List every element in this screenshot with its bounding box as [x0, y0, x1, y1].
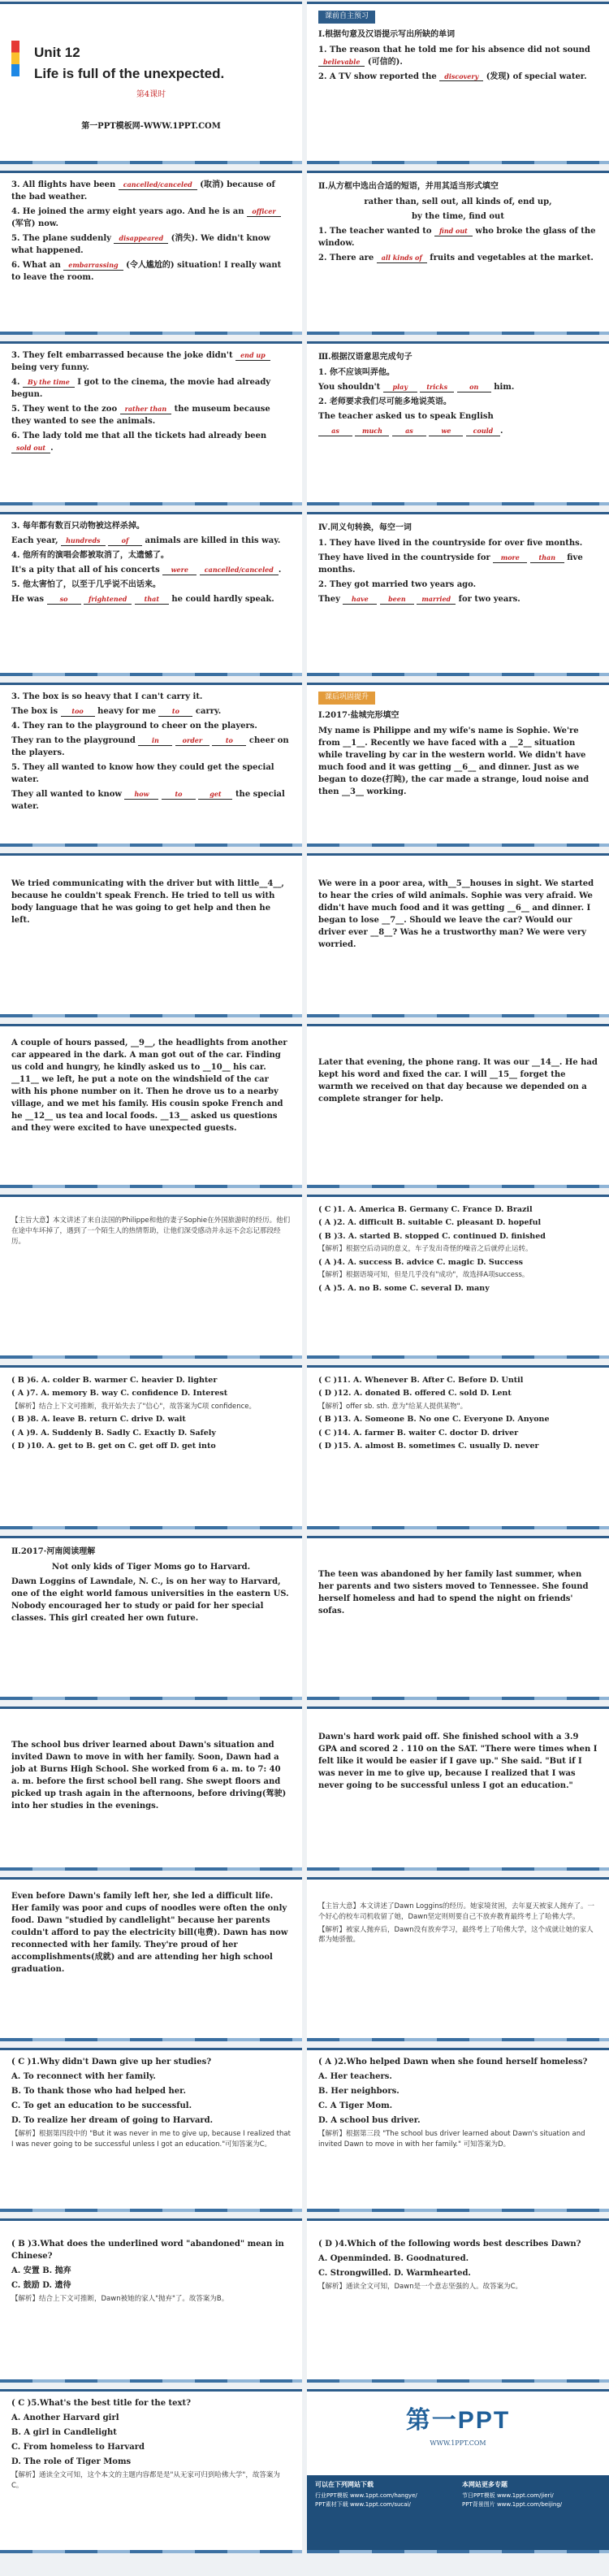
question-3-cn: 3. 每年都有数百只动物被这样杀掉。 [11, 522, 145, 531]
choice-row-2: ( A )2. A. difficult B. suitable C. pleasant D. hopeful [318, 1218, 542, 1228]
section-heading: Ⅱ.2017·河南阅读理解 [11, 1547, 96, 1556]
question-1: 1. The teacher wanted to find out who broke the glass of the window. [318, 227, 596, 248]
slide-reading-2 [307, 1536, 609, 1700]
links-heading-right: 本网站更多专题 [462, 2481, 508, 2488]
question-2-en: The teacher asked us to speak English [318, 412, 494, 421]
question-5: 5. They all wanted to know how they could get the special water. [11, 763, 274, 784]
option-b: B. To thank those who had helped her. [11, 2087, 186, 2096]
link-beijing[interactable]: PPT背景图片 www.1ppt.com/beijing/ [462, 2500, 563, 2508]
cloze-paragraph-3: We were in a poor area, with__5__houses in sight. We started to hear the cries of wild animals. Sophie was very afraid. We didn't have much food and it was getting __6__ and dinner. I began to lose __7__. Should we leave the car? Would our driver ever __8__? Was he a trustworthy man? We were very worried. [318, 879, 594, 949]
choice-row-9: ( A )9. A. Suddenly B. Sadly C. Exactly D. Safely [11, 1428, 216, 1438]
analysis: 【解析】通读全文可知，Dawn是一个意志坚强的人。故答案为C。 [318, 2283, 523, 2291]
slide-vocab-1 [307, 2, 609, 164]
links-column-right [462, 2480, 601, 2545]
slide-cloze-3 [307, 853, 609, 1017]
choice-row-10: ( D )10. A. get to B. get on C. get off D. get into [11, 1441, 216, 1451]
slide-reading-q2 [307, 2048, 609, 2212]
question-text: ( A )2.Who helped Dawn when she found herself homeless? [318, 2058, 588, 2066]
question-3: 3. The box is so heavy that I can't carry it. [11, 692, 203, 701]
choice-row-11: ( C )11. A. Whenever B. After C. Before D. Until [318, 1376, 524, 1385]
question-3: 3. They felt embarrassed because the joke didn't end up being very funny. [11, 349, 291, 374]
slide-reading-summary [307, 1877, 609, 2041]
question-4-en: It's a pity that all of his concerts were cancelled/canceled . [11, 566, 282, 575]
summary-analysis: 【主旨大意】本文讲述了Dawn Loggins的经历。她家境贫困，去年夏天被家人抛弃了。一个好心的校车司机收留了她，Dawn坚定则则要自己不放弃教育最终考上了哈佛大学。 [318, 1902, 595, 1921]
question-text: ( B )3.What does the underlined word "abandoned" mean in Chinese? [11, 2240, 284, 2261]
title-accent-bar [11, 41, 19, 76]
options-cd: C. 鼓励 D. 遗待 [11, 2281, 71, 2290]
question-2-answers: as much as we could . [318, 425, 598, 437]
slide-cloze-answers-3 [307, 1365, 609, 1529]
options-ab: A. 安置 B. 抛弃 [11, 2266, 71, 2275]
slide-cloze-5 [307, 1024, 609, 1188]
choice-row-5: ( A )5. A. no B. some C. several D. many [318, 1283, 490, 1293]
question-4: 4. They ran to the playground to cheer on the players. [11, 722, 257, 731]
summary-analysis-2: 【解析】被家人抛弃后，Dawn没有放弃学习，最终考上了哈佛大学，这个成就让她的家人都为她骄傲。 [318, 1925, 594, 1945]
slide-reading-q3 [0, 2218, 302, 2383]
slide-cloze-4 [0, 1024, 302, 1188]
site-label: 第一PPT模板网-WWW.1PPT.COM [81, 122, 221, 131]
phrase-box-line-1: rather than, sell out, all kinds of, end up, [364, 197, 552, 206]
choice-row-3: ( B )3. A. started B. stopped C. continued D. finished [318, 1231, 546, 1241]
analysis: 【解析】通读全文可知，这个本文的主题内容都是是"从无家可归到哈佛大学"，故答案为C。 [11, 2471, 280, 2490]
question-2: 2. There are all kinds of fruits and vegetables at the market. [318, 254, 594, 262]
option-d: D. The role of Tiger Moms [11, 2457, 132, 2466]
lesson-label: 第4课时 [136, 90, 166, 99]
question-1: 1. They have lived in the countryside for over five months. [318, 539, 583, 548]
slide-reading-3 [0, 1706, 302, 1871]
link-jieri[interactable]: 节日PPT模板 www.1ppt.com/jieri/ [462, 2492, 554, 2499]
slide-cloze-answers-2 [0, 1365, 302, 1529]
section-tag: 课后巩固提升 [318, 692, 375, 705]
question-4-cn: 4. 他所有的演唱会都被取消了，太遗憾了。 [11, 551, 169, 560]
analysis: 【解析】根据第四段中的 "But it was never in me to give up, because I realized that I was never going to be successful unless I got an education."可知答案为C。 [11, 2130, 291, 2149]
cloze-paragraph-2: We tried communicating with the driver but with little__4__, because he couldn't speak French. He tried to tell us with body language that he was going to get help and then he left. [11, 879, 284, 925]
link-sucai[interactable]: PPT素材下载 www.1ppt.com/sucai/ [315, 2500, 411, 2508]
phrase-box-line-2: by the time, find out [412, 212, 504, 221]
slide-reading-q5 [0, 2389, 302, 2553]
option-d: D. A school bus driver. [318, 2116, 421, 2125]
slide-title [0, 2, 302, 164]
section-tag: 课前自主预习 [318, 11, 375, 24]
choice-row-6: ( B )6. A. colder B. warmer C. heavier D. lighter [11, 1376, 218, 1385]
option-a: A. To reconnect with her family. [11, 2072, 156, 2081]
question-text: ( D )4.Which of the following words best describes Dawn? [318, 2240, 581, 2249]
slide-cloze-summary [0, 1195, 302, 1359]
unit-title: Life is full of the unexpected. [34, 65, 225, 81]
slide-reading-1 [0, 1536, 302, 1700]
site-url: WWW.1PPT.COM [430, 2439, 486, 2447]
analysis-4: 【解析】根据语境可知，但是几乎没有"成功"，故选择A项success。 [318, 1270, 529, 1279]
question-4-rewrite: They ran to the playground in order to cheer on the players. [11, 736, 289, 757]
question-3-rewrite: The box is too heavy for me to carry. [11, 707, 222, 716]
question-4: 4. By the time I got to the cinema, the movie had already begun. [11, 378, 271, 399]
slide-cloze-2 [0, 853, 302, 1017]
reading-paragraph-5: Even before Dawn's family left her, she led a difficult life. Her family was poor and cups of noodles were often the only food. Dawn "studied by candlelight" because her parents couldn't afford to pay the electricity bill(电费). Dawn has now reconnected with her family. They're proud of her accomplishments(成就) and are attending her high school graduation. [11, 1892, 288, 1974]
question-5-en: He was so frightened that he could hardly speak. [11, 595, 274, 604]
question-2: 2. A TV show reported the discovery (发现) of special water. [318, 72, 587, 81]
choice-row-13: ( B )13. A. Someone B. No one C. Everyone D. Anyone [318, 1415, 550, 1425]
slide-vocab-2 [0, 171, 302, 335]
option-a: A. Her teachers. [318, 2072, 392, 2081]
slide-reading-4 [307, 1706, 609, 1871]
cloze-paragraph-4: A couple of hours passed, __9__, the headlights from another car appeared in the dark. A man got out of the car. Finding us cold and hungry, he kindly asked us to __10__ his car. __11__ we left, he put a note on the windshield of the car with his phone number on it. Then he drove us to a nearby village, and we met his family. His cousin spoke French and he __12__ us tea and local foods. __13__ asked us questions and they were excited to have unexpected guests. [11, 1039, 287, 1133]
slide-translate-1 [307, 341, 609, 505]
reading-title: Not only kids of Tiger Moms go to Harvard. [51, 1563, 251, 1572]
links-panel [307, 2475, 609, 2550]
choice-row-1: ( C )1. A. America B. Germany C. France D. Brazil [318, 1205, 533, 1214]
section-heading: Ⅱ.从方框中选出合适的短语，并用其适当形式填空 [318, 182, 499, 191]
choice-row-4: ( A )4. A. success B. advice C. magic D. Success [318, 1257, 523, 1267]
slide-logo [307, 2389, 609, 2553]
option-c: C. A Tiger Mom. [318, 2101, 393, 2110]
option-c: C. From homeless to Harvard [11, 2443, 145, 2452]
choice-row-8: ( B )8. A. leave B. return C. drive D. wait [11, 1415, 186, 1425]
links-column-left [315, 2480, 454, 2545]
option-a: A. Another Harvard girl [11, 2413, 119, 2422]
section-heading: Ⅲ.根据汉语意思完成句子 [318, 353, 412, 362]
slide-reading-q1 [0, 2048, 302, 2212]
option-d: D. To realize her dream of going to Harvard. [11, 2116, 214, 2125]
link-hangye[interactable]: 行业PPT模板 www.1ppt.com/hangye/ [315, 2492, 417, 2499]
site-logo: 第一PPT [405, 2407, 511, 2434]
question-5: 5. The plane suddenly disappeared (消失). We didn't know what happened. [11, 234, 271, 255]
unit-label: Unit 12 [34, 45, 80, 60]
option-b: B. Her neighbors. [318, 2087, 400, 2096]
cloze-paragraph-5: Later that evening, the phone rang. It was our __14__. He had kept his word and fixed the car. I will __15__ forget the warmth we received on that day because we depended on a complete stranger for help. [318, 1058, 598, 1104]
section-heading: Ⅳ.同义句转换，每空一词 [318, 523, 412, 532]
slide-reading-5 [0, 1877, 302, 2041]
question-4: 4. He joined the army eight years ago. And he is an officer (军官) now. [11, 206, 291, 230]
question-3: 3. All flights have been cancelled/canceled (取消) because of the bad weather. [11, 180, 275, 202]
question-1-en: You shouldn't play tricks on him. [318, 383, 515, 392]
slide-cloze-answers-1 [307, 1195, 609, 1359]
links-heading-left: 可以在下列网站下载 [315, 2481, 374, 2488]
question-text: ( C )1.Why didn't Dawn give up her studies? [11, 2058, 212, 2066]
options-ab: A. Openminded. B. Goodnatured. [318, 2254, 469, 2263]
question-6: 6. What an embarrassing (令人尴尬的) situation! I really want to leave the room. [11, 261, 282, 282]
question-1: 1. The reason that he told me for his absence did not sound believable (可信的). [318, 45, 590, 67]
summary-analysis: 【主旨大意】本文讲述了来自法国的Philippe和他的妻子Sophie在外国旅游时的经历。他们在途中车坏掉了，遇到了一个陌生人的热情帮助，让他们深受感动并永远不会忘记那段经历。 [11, 1216, 291, 1246]
slide-phrases-2 [0, 341, 302, 505]
cloze-paragraph-1: My name is Philippe and my wife's name is Sophie. We're from __1__. Recently we have faced with a __2__ situation while traveling by car in the western world. We didn't have much food and it was getting __6__ and dinner. Just as we began to doze(打盹), the car made a strange, loud noise and then __3__ working. [318, 726, 590, 796]
slide-translate-2 [0, 512, 302, 676]
question-2: 2. They got married two years ago. [318, 580, 477, 589]
reading-paragraph-4: Dawn's hard work paid off. She finished school with a 3.9 GPA and scored 2 . 110 on the SAT. "There were times when I felt like it would be easier if I gave up." She said. "But if I was never in me to give up, because I realized that I was never going to be successful unless I got an education." [318, 1733, 598, 1790]
question-5-cn: 5. 他太害怕了，以至于几乎说不出话来。 [11, 580, 161, 589]
question-2-cn: 2. 老师要求我们尽可能多地说英语。 [318, 397, 451, 406]
analysis: 【解析】结合上下文可推断，Dawn被她的家人"抛弃"了。故答案为B。 [11, 2295, 229, 2303]
question-2-rewrite: They have been married for two years. [318, 595, 520, 604]
slide-rewrite-2 [0, 683, 302, 847]
choice-row-15: ( D )15. A. almost B. sometimes C. usually D. never [318, 1441, 539, 1451]
slide-rewrite-1 [307, 512, 609, 676]
option-b: B. A girl in Candlelight [11, 2428, 117, 2437]
question-5-rewrite: They all wanted to know how to get the special water. [11, 790, 285, 811]
section-heading: Ⅰ.根据句意及汉语提示写出所缺的单词 [318, 29, 456, 39]
option-c: C. To get an education to be successful. [11, 2101, 192, 2110]
reading-paragraph-1: Dawn Loggins of Lawndale, N. C., is on her way to Harvard, one of the eight world famous universities in the eastern US. Nobody encouraged her to study or paid for her special classes. This girl created her own future. [11, 1577, 289, 1623]
analysis-12: 【解析】offer sb. sth. 意为"给某人提供某物"。 [318, 1402, 468, 1411]
section-heading: Ⅰ.2017·盐城完形填空 [318, 710, 400, 720]
analysis: 【解析】根据第三段 "The school bus driver learned about Dawn's situation and invited Dawn to move in with her family." 可知答案为D。 [318, 2130, 585, 2149]
options-cd: C. Strongwilled. D. Warmhearted. [318, 2269, 471, 2278]
reading-paragraph-2: The teen was abandoned by her family last summer, when her parents and two sisters moved to Tennessee. She found herself homeless and had to spend the night on friends' sofas. [318, 1570, 589, 1615]
slide-cloze-intro [307, 683, 609, 847]
slide-reading-q4 [307, 2218, 609, 2383]
question-1-cn: 1. 你不应该叫弄他。 [318, 368, 395, 377]
question-1-rewrite: They have lived in the countryside for more than five months. [318, 553, 583, 575]
reading-paragraph-3: The school bus driver learned about Dawn's situation and invited Dawn to move in with her family. Soon, Dawn had a job at Burns High School. She worked from 6 a. m. to 7: 40 a. m. before the first school bell rang. She swept floors and picked up trash again in the afternoons, before driving(驾驶) into her studies in the evenings. [11, 1741, 287, 1811]
choice-row-12: ( D )12. A. donated B. offered C. sold D. Lent [318, 1389, 512, 1399]
analysis-3: 【解析】根据空后动词的意义，车子发出奇怪的噪音之后就停止运转。 [318, 1244, 533, 1253]
question-6: 6. The lady told me that all the tickets had already been sold out . [11, 432, 267, 453]
choice-row-14: ( C )14. A. farmer B. waiter C. doctor D. driver [318, 1428, 519, 1438]
choice-row-7: ( A )7. A. memory B. way C. confidence D. Interest [11, 1389, 228, 1399]
question-5: 5. They went to the zoo rather than the museum because they wanted to see the animals. [11, 405, 270, 426]
analysis-7: 【解析】结合上下文可推断，我开始失去了"信心"，故答案为C项 confidence。 [11, 1402, 256, 1411]
question-3-en: Each year, hundreds of animals are killed in this way. [11, 536, 281, 545]
slide-phrases-1 [307, 171, 609, 335]
question-text: ( C )5.What's the best title for the text? [11, 2399, 191, 2408]
